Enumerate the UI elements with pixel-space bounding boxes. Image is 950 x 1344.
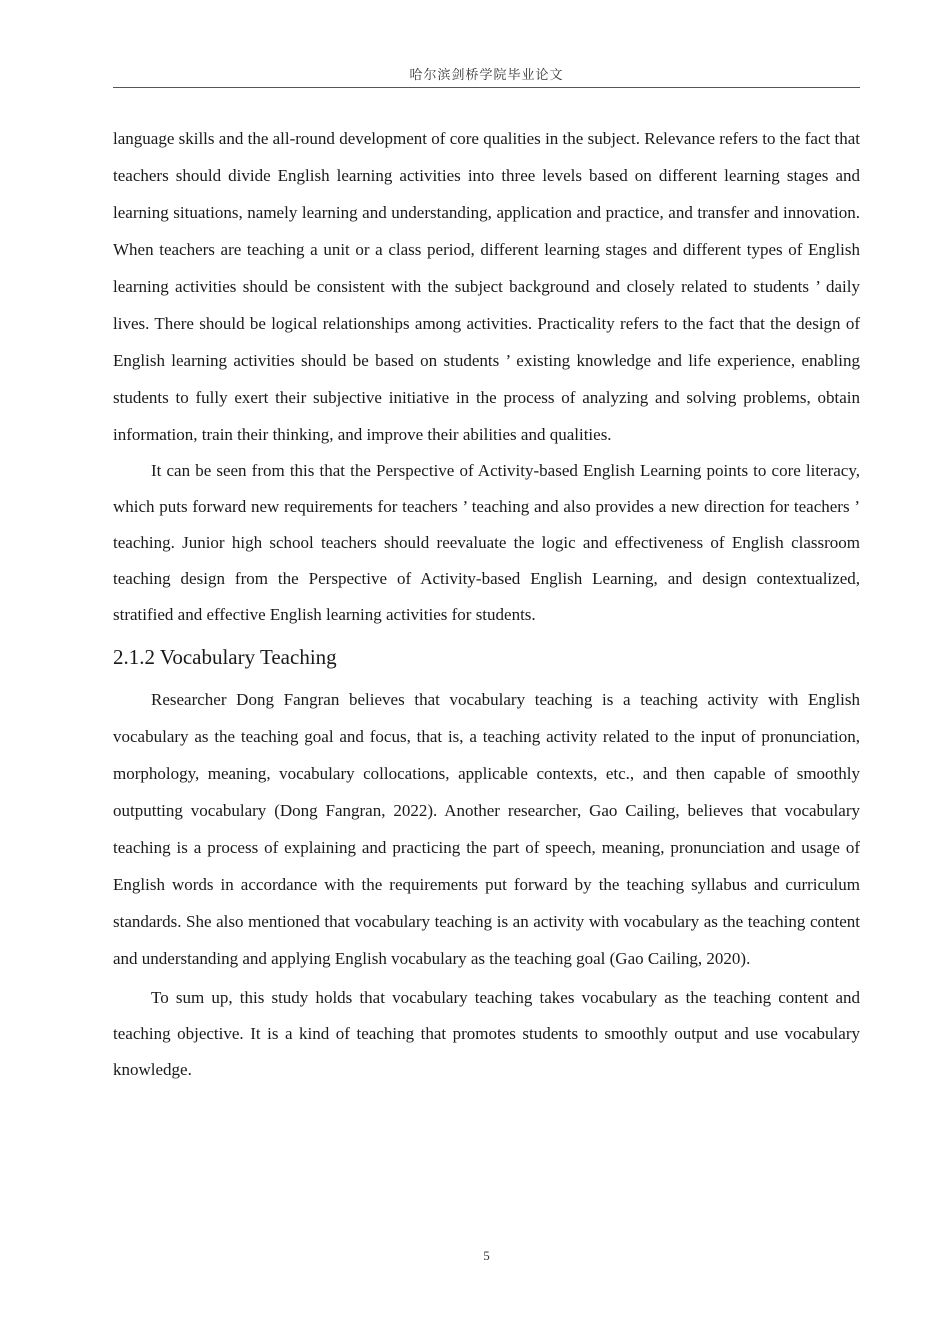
- body-paragraph: It can be seen from this that the Perspective of Activity-based English Learning points to core literacy, which puts forward new requirements for teachers ’ teaching and also provides a new direction for teachers ’ teaching. Junior high school teachers should reevaluate the logic and effectiveness of English classroom teaching design from the Perspective of Activity-based English Learning, and design contextualized, stratified and effective English learning activities for students.: [113, 461, 860, 624]
- section-heading: 2.1.2 Vocabulary Teaching: [113, 645, 337, 669]
- header-divider: [113, 87, 860, 88]
- page-body: [113, 120, 860, 1088]
- running-header: 哈尔滨剑桥学院毕业论文: [409, 68, 564, 83]
- body-paragraph: To sum up, this study holds that vocabulary teaching takes vocabulary as the teaching content and teaching objective. It is a kind of teaching that promotes students to smoothly output and use vocabulary knowledge.: [113, 988, 860, 1079]
- body-paragraph: Researcher Dong Fangran believes that vocabulary teaching is a teaching activity with English vocabulary as the teaching goal and focus, that is, a teaching activity related to the input of pronunciation, morphology, meaning, vocabulary collocations, applicable contexts, etc., and then capable of smoothly outputting vocabulary (Dong Fangran, 2022). Another researcher, Gao Cailing, believes that vocabulary teaching is a process of explaining and practicing the part of speech, meaning, pronunciation and usage of English words in accordance with the requirements put forward by the teaching syllabus and curriculum standards. She also mentioned that vocabulary teaching is an activity with vocabulary as the teaching content and understanding and applying English vocabulary as the teaching goal (Gao Cailing, 2020).: [113, 690, 860, 968]
- body-paragraph: language skills and the all-round development of core qualities in the subject. Relevance refers to the fact that teachers should divide English learning activities into three levels based on different learning stages and learning situations, namely learning and understanding, application and practice, and transfer and innovation. When teachers are teaching a unit or a class period, different learning stages and different types of English learning activities should be consistent with the subject background and closely related to students ’ daily lives. There should be logical relationships among activities. Practicality refers to the fact that the design of English learning activities should be based on students ’ existing knowledge and life experience, enabling students to fully exert their subjective initiative in the process of analyzing and solving problems, obtain information, train their thinking, and improve their abilities and qualities.: [113, 129, 860, 444]
- page-number: 5: [483, 1248, 490, 1263]
